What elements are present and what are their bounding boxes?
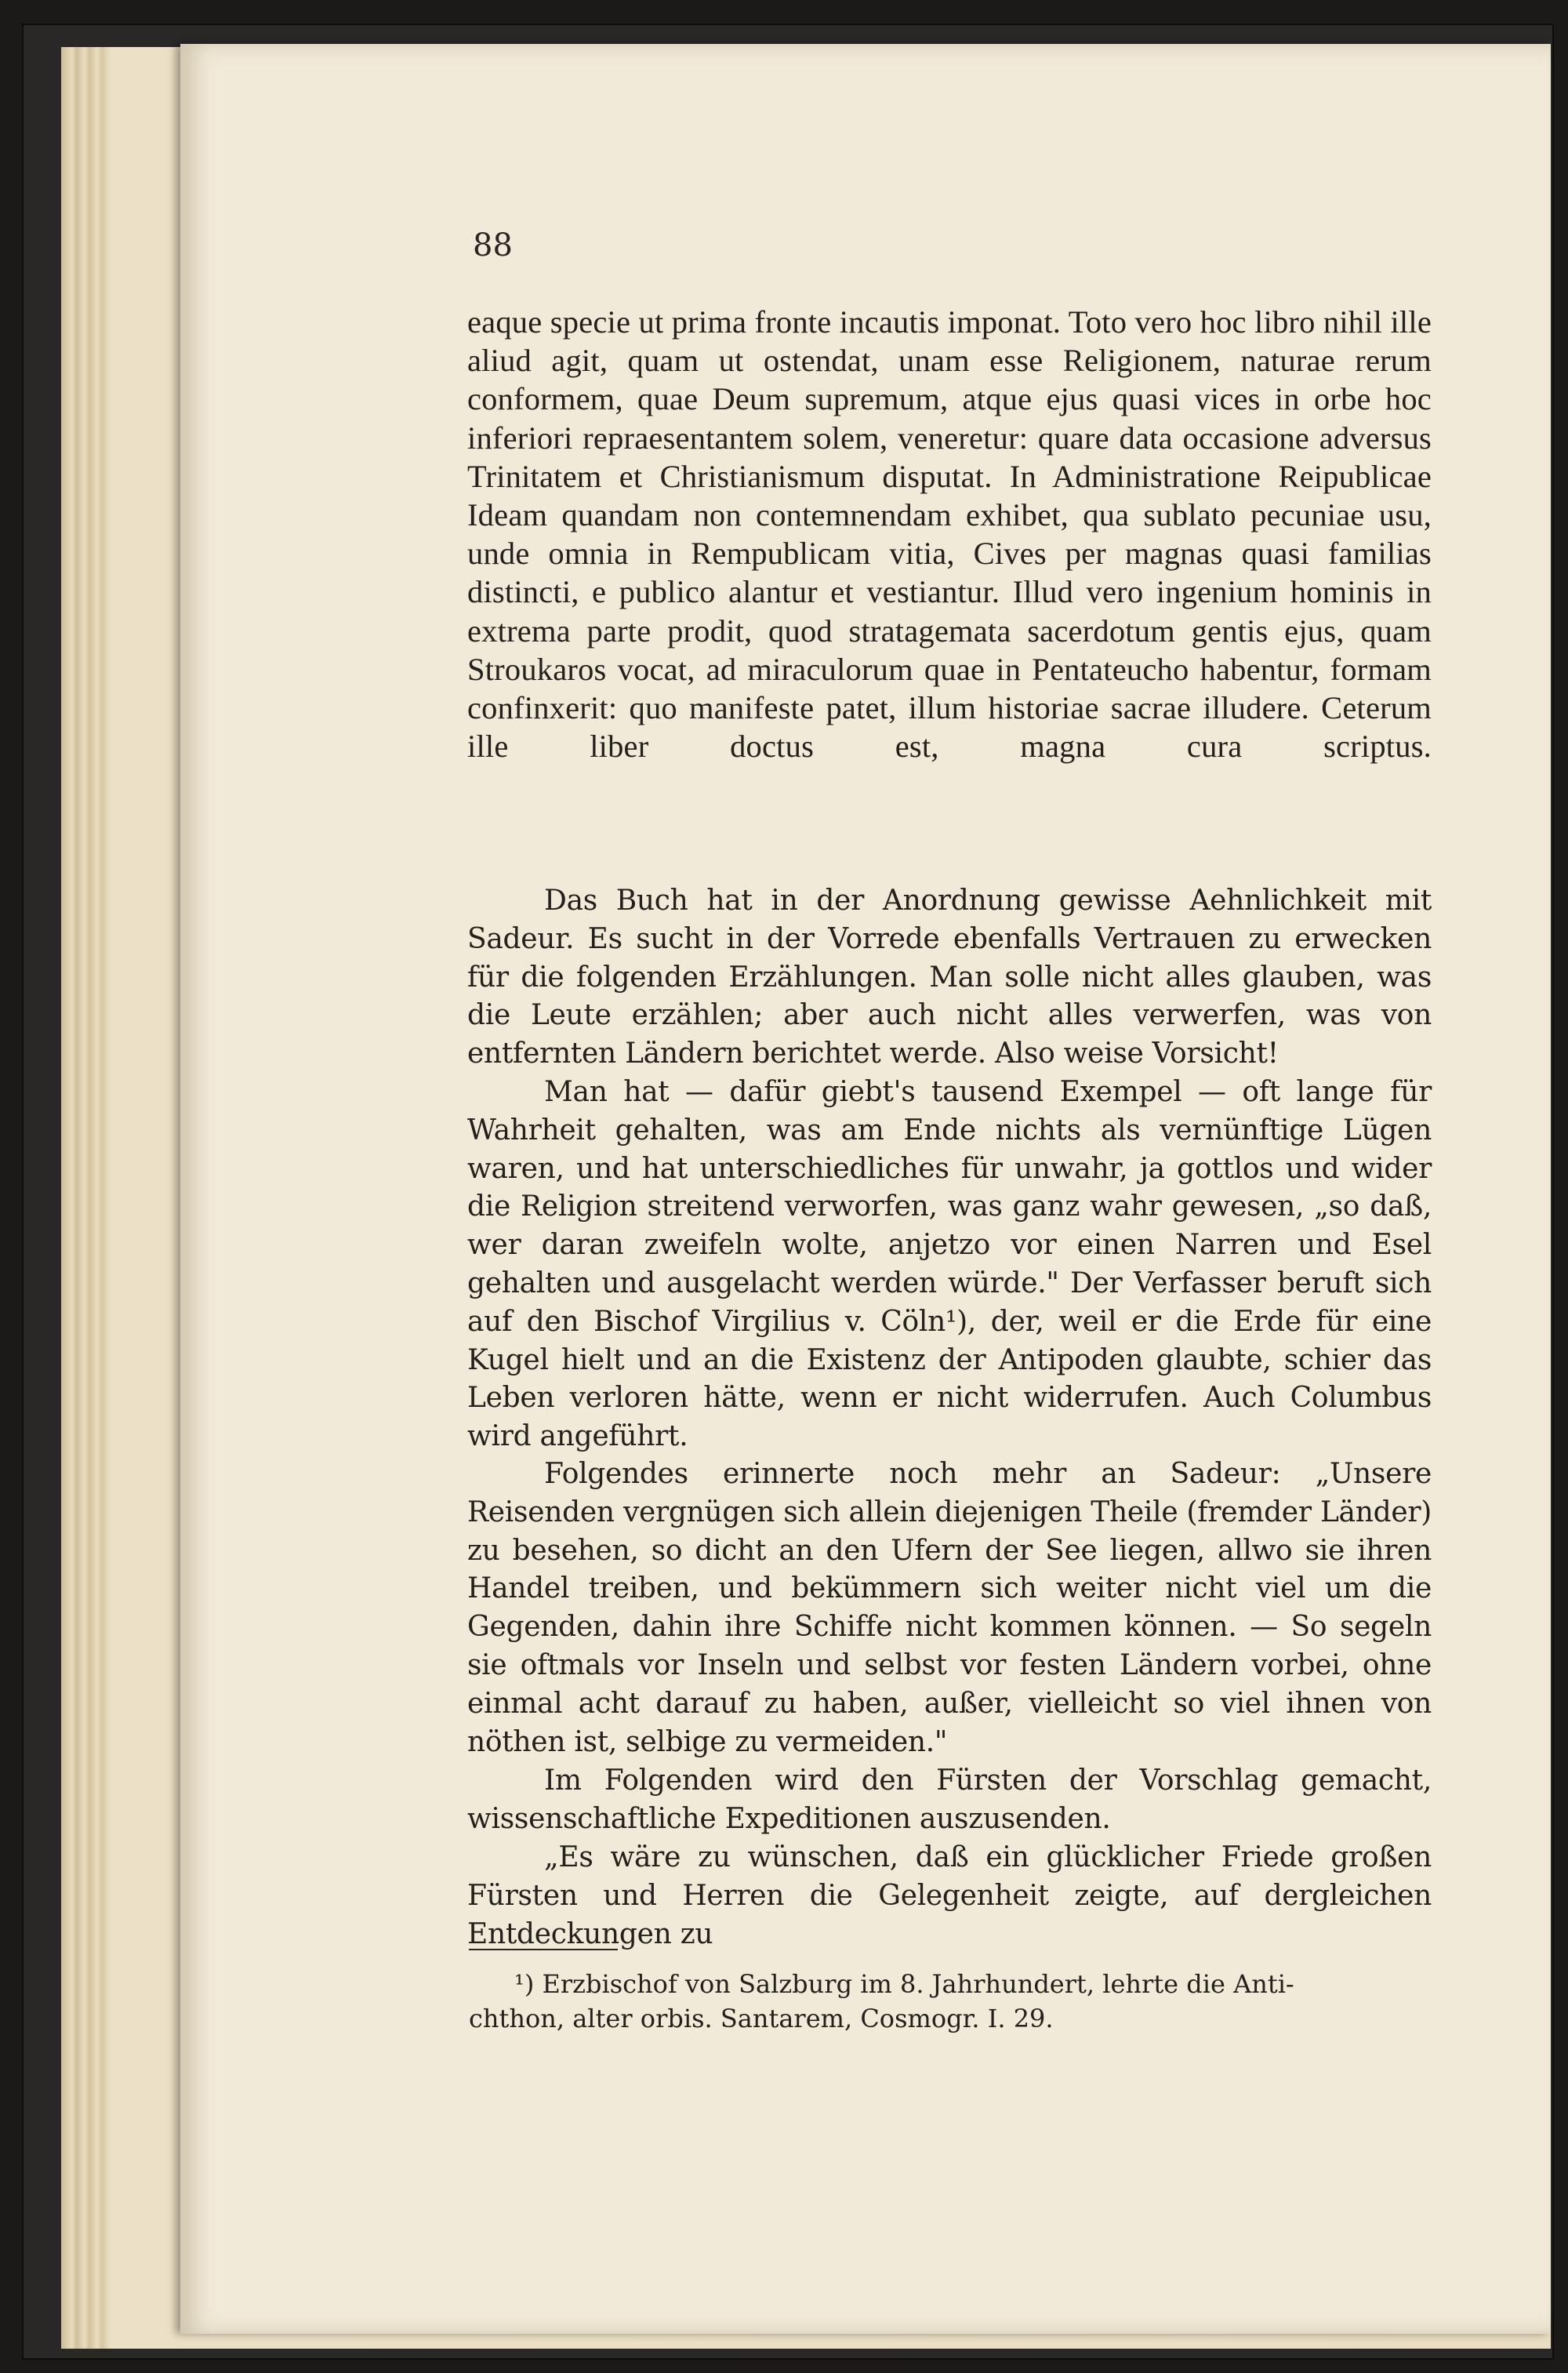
footnote-divider [469, 1949, 618, 1950]
german-paragraph-3: Folgendes erinnerte noch mehr an Sadeur: „Unsere Reisenden vergnügen sich allein diejenigen Theile (fremder Länder) zu besehen, so dicht an den Ufern der See liegen, allwo sie ihren Handel treiben, und bekümmern sich weiter nicht viel um die Gegenden, dahin ihre Schiffe nicht kommen können. — So segeln sie oftmals vor Inseln und selbst vor festen Ländern vorbei, ohne einmal acht darauf zu haben, außer, vielleicht so viel ihnen von nöthen ist, selbige zu vermeiden." [467, 1458, 1432, 1758]
footnote-line-2: chthon, alter orbis. Santarem, Cosmogr. I. 29. [469, 2004, 1054, 2033]
footnote [469, 1967, 1432, 2036]
footnote-line-1: ¹) Erzbischof von Salzburg im 8. Jahrhundert, lehrte die Anti- [514, 1969, 1294, 1999]
latin-paragraph: eaque specie ut prima fronte incautis imponat. Toto vero hoc libro nihil ille aliud agit, quam ut ostendat, unam esse Religionem, naturae rerum conformem, quae Deum supremum, atque ejus quasi vices in orbe hoc inferiori repraesentantem solem, veneretur: quare data occasione adversus Trinitatem et Christianismum disputat. In Administratione Reipublicae Ideam quandam non contemnendam exhibet, qua sublato pecuniae usu, unde omnia in Rempublicam vitia, Cives per magnas quasi familias distincti, e publico alantur et vestiantur. Illud vero ingenium hominis in extrema parte prodit, quod stratagemata sacerdotum gentis ejus, quam Stroukaros vocat, ad miraculorum quae in Pentateucho habentur, formam confinxerit: quo manifeste patet, illum historiae sacrae illudere. Ceterum ille liber doctus est, magna cura scriptus. [467, 304, 1432, 765]
german-paragraph-2: Man hat — dafür giebt's tausend Exempel — oft lange für Wahrheit gehalten, was am Ende nichts als vernünftige Lügen waren, und hat unterschiedliches für unwahr, ja gottlos und wider die Religion streitend verworfen, was ganz wahr gewesen, „so daß, wer daran zweifeln wolte, anjetzo vor einen Narren und Esel gehalten und ausgelacht werden würde." Der Verfasser beruft sich auf den Bischof Virgilius v. Cöln¹), der, weil er die Erde für eine Kugel hielt und an die Existenz der Antipoden glaubte, schier das Leben verloren hätte, wenn er nicht widerrufen. Auch Columbus wird angeführt. [467, 1076, 1432, 1453]
page-number: 88 [473, 227, 513, 263]
german-paragraph-5: „Es wäre zu wünschen, daß ein glücklicher Friede großen Fürsten und Herren die Gelegenheit zeigte, auf dergleichen Entdeckungen zu [467, 1841, 1432, 1950]
german-paragraph-1: Das Buch hat in der Anordnung gewisse Aehnlichkeit mit Sadeur. Es sucht in der Vorrede ebenfalls Vertrauen zu erwecken für die folgenden Erzählungen. Man solle nicht alles glauben, was die Leute erzählen; aber auch nicht alles verwerfen, was von entfernten Ländern berichtet werde. Also weise Vorsicht! [467, 885, 1432, 1070]
german-paragraph-4: Im Folgenden wird den Fürsten der Vorschlag gemacht, wissenschaftliche Expeditionen auszusenden. [467, 1764, 1432, 1835]
